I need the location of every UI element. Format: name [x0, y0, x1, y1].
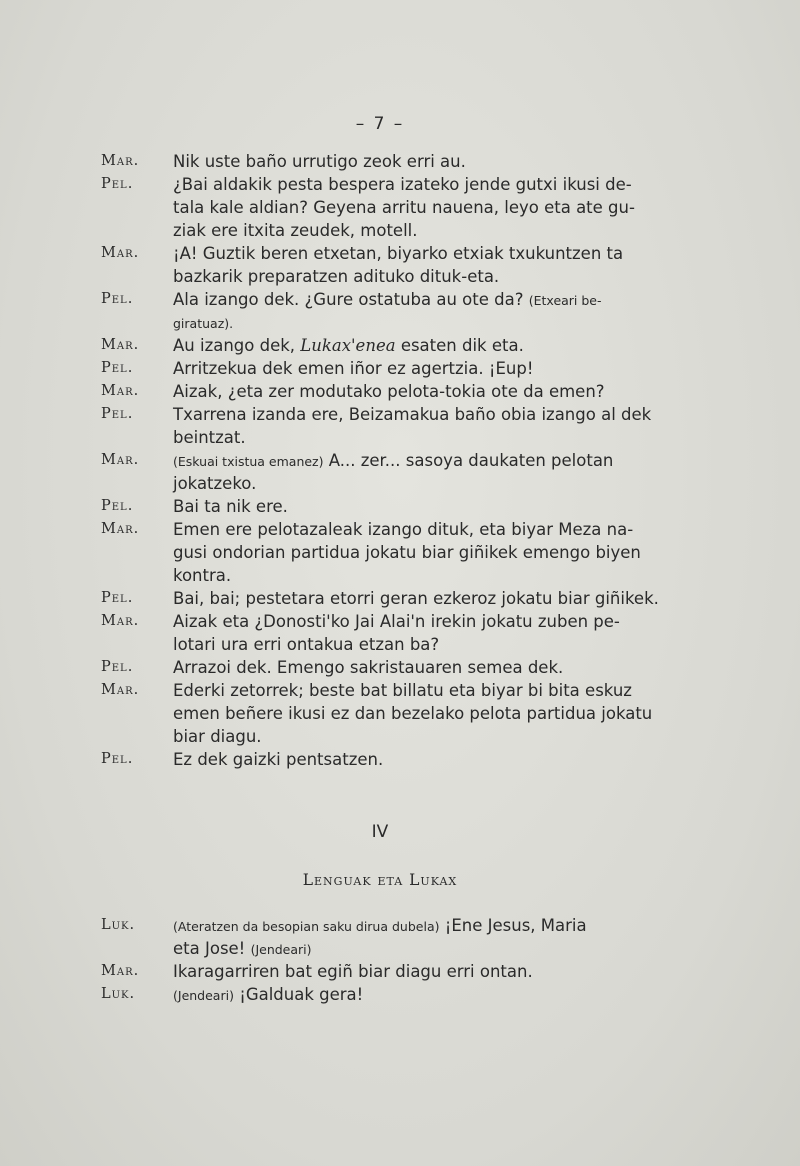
- spoken-text: eta Jose!: [173, 939, 246, 958]
- spoken-text: Txarrena izanda ere, Beizamakua baño obia izango al dek: [173, 405, 652, 424]
- line-text: [173, 656, 563, 679]
- spoken-text: beintzat.: [173, 428, 246, 447]
- speaker-label: Mar.: [101, 682, 140, 698]
- line-text: [173, 219, 418, 242]
- speaker-label: Pel.: [101, 751, 134, 767]
- dialogue-block-2: [0, 914, 800, 1006]
- dialogue-line: [0, 472, 800, 495]
- line-text: [173, 334, 524, 357]
- spoken-text: lotari ura erri ontakua etzan ba?: [173, 635, 440, 654]
- dialogue-line: [0, 495, 800, 518]
- line-text: [173, 265, 499, 288]
- speaker-label: Pel.: [101, 406, 134, 422]
- dialogue-line: [0, 173, 800, 196]
- dialogue-line: [0, 541, 800, 564]
- dialogue-line: [0, 311, 800, 334]
- stage-direction: (Eskuai txistua emanez): [173, 454, 324, 469]
- spoken-text: Emen ere pelotazaleak izango dituk, eta biyar Meza na-: [173, 520, 634, 539]
- line-text: [173, 196, 635, 219]
- dialogue-line: [0, 587, 800, 610]
- stage-direction: (Etxeari be-: [528, 293, 602, 308]
- line-text: [173, 587, 659, 610]
- spoken-text: Ikaragarriren bat egiñ biar diagu erri ontan.: [173, 962, 533, 981]
- dialogue-line: [0, 334, 800, 357]
- line-text: [173, 495, 288, 518]
- spoken-text: Bai ta nik ere.: [173, 497, 288, 516]
- section-number: IV: [371, 822, 389, 842]
- spoken-text: ¡A! Guztik beren etxetan, biyarko etxiak txukuntzen ta: [173, 244, 624, 263]
- dialogue-block: [0, 150, 800, 771]
- spoken-text: ¡Galduak gera!: [239, 985, 364, 1004]
- dialogue-line: [0, 357, 800, 380]
- emphasized-text: Lukax'enea: [300, 336, 396, 355]
- speaker-label: Pel.: [101, 498, 134, 514]
- dialogue-line: [0, 748, 800, 771]
- dialogue-line: [0, 518, 800, 541]
- spoken-text: Aizak, ¿eta zer modutako pelota-tokia ote da emen?: [173, 382, 605, 401]
- speaker-label: Pel.: [101, 176, 134, 192]
- speaker-label: Pel.: [101, 659, 134, 675]
- spoken-text: ziak ere itxita zeudek, motell.: [173, 221, 418, 240]
- line-text: [173, 541, 641, 564]
- speaker-label: Mar.: [101, 153, 140, 169]
- spoken-text: ¡Ene Jesus, Maria: [444, 916, 587, 935]
- spoken-text: A... zer... sasoya daukaten pelotan: [328, 451, 614, 470]
- line-text: [173, 518, 633, 541]
- spoken-text: Ala izango dek. ¿Gure ostatuba au ote da?: [173, 290, 524, 309]
- speaker-label: Pel.: [101, 590, 134, 606]
- stage-direction: (Jendeari): [173, 988, 234, 1003]
- line-text: [173, 983, 363, 1007]
- dialogue-line: [0, 610, 800, 633]
- spoken-text: Ederki zetorrek; beste bat billatu eta biyar bi bita eskuz: [173, 681, 632, 700]
- spoken-text: gusi ondorian partidua jokatu biar giñikek emengo biyen: [173, 543, 641, 562]
- dialogue-line: [0, 937, 800, 960]
- speaker-label: Mar.: [101, 521, 140, 537]
- line-text: [173, 357, 533, 380]
- spoken-text: Ez dek gaizki pentsatzen.: [173, 750, 384, 769]
- dialogue-line: [0, 564, 800, 587]
- line-text: [173, 242, 623, 265]
- spoken-text: jokatzeko.: [173, 474, 257, 493]
- dialogue-line: [0, 656, 800, 679]
- dialogue-line: [0, 983, 800, 1006]
- line-text: [173, 426, 246, 449]
- dialogue-line: [0, 265, 800, 288]
- line-text: [173, 748, 383, 771]
- dialogue-line: [0, 219, 800, 242]
- dialogue-line: [0, 426, 800, 449]
- line-text: [173, 633, 439, 656]
- spoken-text: emen beñere ikusi ez dan bezelako pelota partidua jokatu: [173, 704, 653, 723]
- line-text: [173, 311, 233, 335]
- spoken-text: Bai, bai; pestetara etorri geran ezkeroz jokatu biar giñikek.: [173, 589, 659, 608]
- line-text: [173, 725, 262, 748]
- spoken-text: tala kale aldian? Geyena arritu nauena, leyo eta ate gu-: [173, 198, 635, 217]
- line-text: [173, 472, 256, 495]
- speaker-label: Mar.: [101, 337, 140, 353]
- speaker-label: Mar.: [101, 963, 140, 979]
- dialogue-line: [0, 725, 800, 748]
- speaker-label: Pel.: [101, 291, 134, 307]
- dialogue-line: [0, 196, 800, 219]
- line-text: [173, 380, 605, 403]
- dialogue-line: [0, 150, 800, 173]
- line-text: [173, 288, 602, 312]
- speaker-label: Mar.: [101, 452, 140, 468]
- spoken-text: biar diagu.: [173, 727, 262, 746]
- speaker-label: Pel.: [101, 360, 134, 376]
- dialogue-line: [0, 288, 800, 311]
- speaker-label: Mar.: [101, 245, 140, 261]
- dialogue-line: [0, 380, 800, 403]
- dialogue-line: [0, 914, 800, 937]
- line-text: [173, 173, 632, 196]
- dialogue-line: [0, 633, 800, 656]
- stage-direction: giratuaz).: [173, 316, 234, 331]
- line-text: [173, 679, 632, 702]
- dialogue-line: [0, 679, 800, 702]
- speaker-label: Luk.: [101, 917, 136, 933]
- line-text: [173, 914, 587, 938]
- spoken-text: Aizak eta ¿Donosti'ko Jai Alai'n irekin jokatu zuben pe-: [173, 612, 620, 631]
- spoken-text: Arrazoi dek. Emengo sakristauaren semea dek.: [173, 658, 564, 677]
- spoken-text: Arritzekua dek emen iñor ez agertzia. ¡Eup!: [173, 359, 534, 378]
- line-text: [173, 960, 533, 983]
- spoken-text: Nik uste baño urrutigo zeok erri au.: [173, 152, 466, 171]
- scene-heading: Lenguak eta Lukax: [302, 871, 458, 889]
- spoken-text: Au izango dek,: [173, 336, 296, 355]
- line-text: [173, 610, 620, 633]
- dialogue-line: [0, 702, 800, 725]
- spoken-text: kontra.: [173, 566, 232, 585]
- dialogue-line: [0, 960, 800, 983]
- speaker-label: Mar.: [101, 383, 140, 399]
- spoken-text: ¿Bai aldakik pesta bespera izateko jende gutxi ikusi de-: [173, 175, 632, 194]
- line-text: [173, 937, 312, 961]
- dialogue-line: [0, 242, 800, 265]
- page-number: – 7 –: [355, 114, 405, 134]
- line-text: [173, 449, 613, 473]
- speaker-label: Luk.: [101, 986, 136, 1002]
- stage-direction: (Jendeari): [250, 942, 312, 957]
- stage-direction: (Ateratzen da besopian saku dirua dubela): [173, 919, 440, 934]
- line-text: [173, 150, 466, 173]
- dialogue-line: [0, 449, 800, 472]
- speaker-label: Mar.: [101, 613, 140, 629]
- spoken-text: bazkarik preparatzen adituko dituk-eta.: [173, 267, 500, 286]
- line-text: [173, 564, 231, 587]
- dialogue-line: [0, 403, 800, 426]
- spoken-text: esaten dik eta.: [400, 336, 524, 355]
- line-text: [173, 702, 652, 725]
- line-text: [173, 403, 651, 426]
